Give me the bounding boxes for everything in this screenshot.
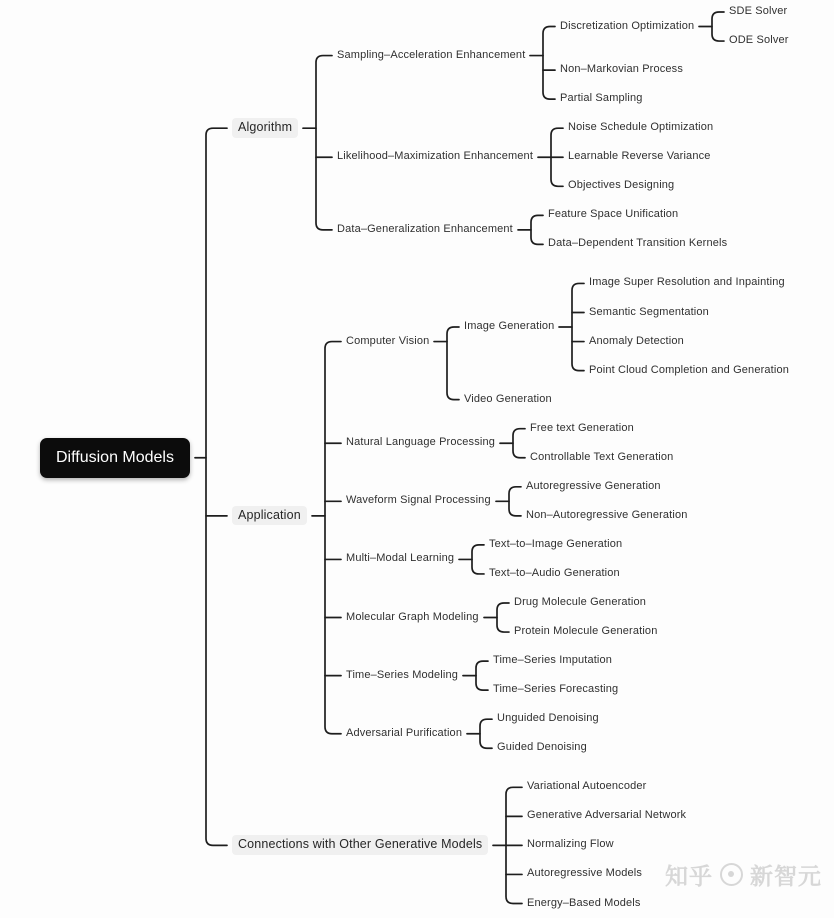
node-molecular-graph-modeling: Molecular Graph Modeling bbox=[346, 610, 479, 623]
node-partial-sampling: Partial Sampling bbox=[560, 92, 643, 105]
watermark-zhihu-text: 知乎 bbox=[665, 863, 713, 889]
node-ode-solver: ODE Solver bbox=[729, 34, 789, 47]
node-guided-denoising: Guided Denoising bbox=[497, 741, 587, 754]
node-adversarial-purification: Adversarial Purification bbox=[346, 726, 463, 739]
node-protein-molecule-generation: Protein Molecule Generation bbox=[514, 625, 658, 638]
node-non-markovian-process: Non–Markovian Process bbox=[560, 63, 683, 76]
node-discretization-optimization: Discretization Optimization bbox=[560, 19, 695, 32]
node-computer-vision: Computer Vision bbox=[346, 334, 430, 347]
node-algorithm: Algorithm bbox=[232, 118, 298, 138]
node-objectives-designing: Objectives Designing bbox=[568, 179, 675, 192]
node-variational-autoencoder: Variational Autoencoder bbox=[527, 780, 647, 793]
node-sde-solver: SDE Solver bbox=[729, 5, 788, 17]
node-text-to-audio-generation: Text–to–Audio Generation bbox=[489, 566, 620, 579]
node-video-generation: Video Generation bbox=[464, 392, 552, 405]
node-time-series-modeling: Time–Series Modeling bbox=[346, 668, 459, 681]
node-autoregressive-models: Autoregressive Models bbox=[527, 867, 643, 880]
node-anomaly-detection: Anomaly Detection bbox=[589, 334, 684, 347]
watermark-brand-text: 新智元 bbox=[750, 863, 822, 889]
node-energy-based-models: Energy–Based Models bbox=[527, 896, 641, 909]
node-drug-molecule-generation: Drug Molecule Generation bbox=[514, 596, 647, 608]
node-multi-modal-learning: Multi–Modal Learning bbox=[346, 552, 455, 565]
node-sampling-acceleration-enhancement: Sampling–Acceleration Enhancement bbox=[337, 48, 526, 61]
node-natural-language-processing: Natural Language Processing bbox=[346, 436, 495, 449]
node-likelihood-maximization-enhancement: Likelihood–Maximization Enhancement bbox=[337, 150, 534, 163]
node-point-cloud-completion-and-generation: Point Cloud Completion and Generation bbox=[589, 363, 790, 376]
node-free-text-generation: Free text Generation bbox=[530, 421, 634, 434]
watermark bbox=[665, 858, 822, 891]
node-data-dependent-transition-kernels: Data–Dependent Transition Kernels bbox=[548, 237, 728, 250]
watermark-avatar-icon bbox=[720, 863, 743, 886]
node-generative-adversarial-network: Generative Adversarial Network bbox=[527, 809, 687, 822]
node-time-series-imputation: Time–Series Imputation bbox=[493, 654, 613, 667]
node-semantic-segmentation: Semantic Segmentation bbox=[589, 305, 709, 318]
node-image-super-resolution-and-inpainting: Image Super Resolution and Inpainting bbox=[589, 276, 785, 289]
root-node-diffusion-models: Diffusion Models bbox=[40, 438, 190, 478]
node-image-generation: Image Generation bbox=[464, 320, 555, 333]
node-time-series-forecasting: Time–Series Forecasting bbox=[493, 683, 619, 696]
node-autoregressive-generation: Autoregressive Generation bbox=[526, 479, 661, 492]
node-text-to-image-generation: Text–to–Image Generation bbox=[489, 537, 623, 550]
node-non-autoregressive-generation: Non–Autoregressive Generation bbox=[526, 508, 688, 521]
node-data-generalization-enhancement: Data–Generalization Enhancement bbox=[337, 222, 513, 235]
node-application: Application bbox=[232, 506, 307, 526]
node-normalizing-flow: Normalizing Flow bbox=[527, 838, 614, 851]
node-feature-space-unification: Feature Space Unification bbox=[548, 208, 679, 221]
node-learnable-reverse-variance: Learnable Reverse Variance bbox=[568, 150, 711, 163]
node-controllable-text-generation: Controllable Text Generation bbox=[530, 450, 674, 463]
node-waveform-signal-processing: Waveform Signal Processing bbox=[346, 494, 491, 507]
node-unguided-denoising: Unguided Denoising bbox=[497, 712, 599, 725]
node-connections-with-other-generative-models: Connections with Other Generative Models bbox=[232, 835, 488, 855]
node-noise-schedule-optimization: Noise Schedule Optimization bbox=[568, 121, 714, 134]
